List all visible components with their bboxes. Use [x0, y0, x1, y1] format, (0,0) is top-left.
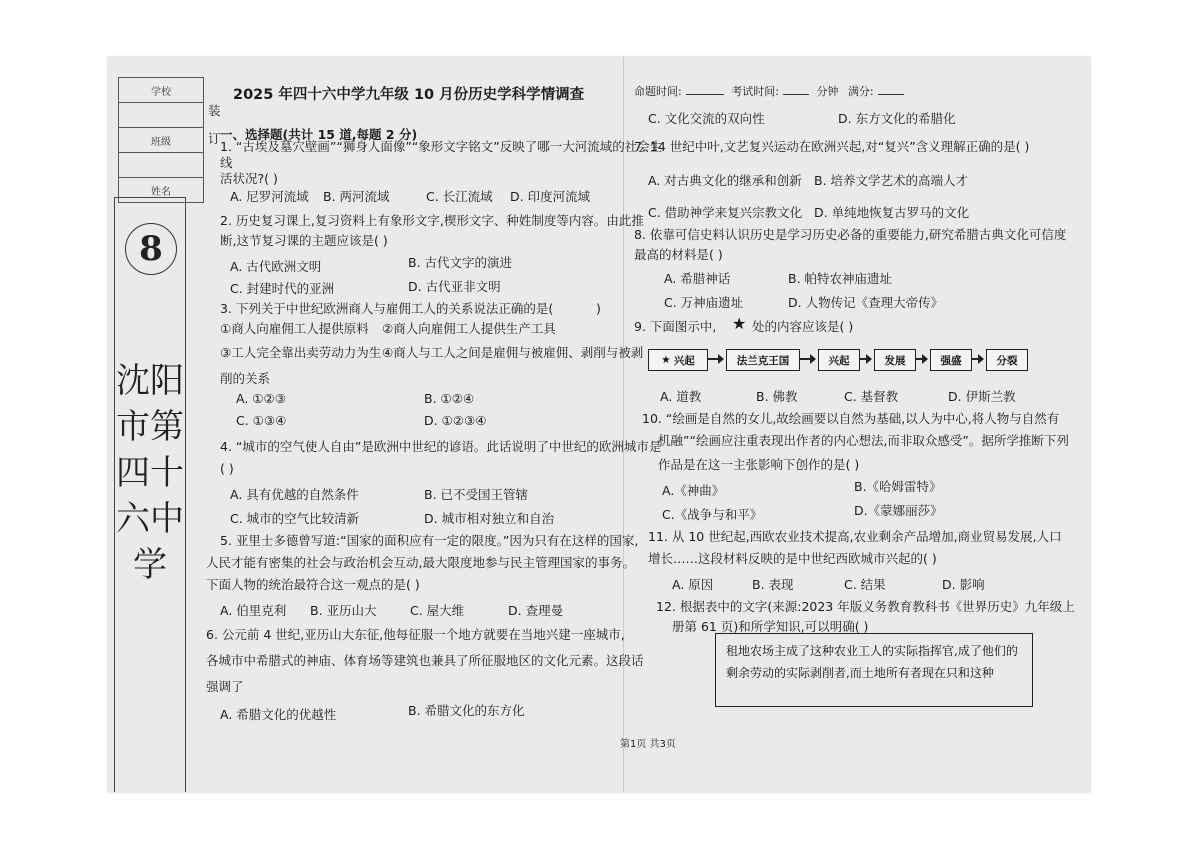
q1-option-d: D. 印度河流域 [510, 189, 591, 204]
q1-option-b: B. 两河流域 [323, 189, 390, 204]
flow-box-4 [874, 349, 916, 371]
q5-option-b: B. 亚历山大 [310, 603, 377, 618]
q6-option-a: A. 希腊文化的优越性 [220, 707, 337, 722]
q10-option-a: A.《神曲》 [662, 483, 725, 498]
q3-option-b: B. ①②④ [424, 391, 475, 406]
q4-option-c: C. 城市的空气比较清新 [230, 511, 360, 526]
q11-option-c: C. 结果 [844, 577, 886, 592]
q9-option-c: C. 基督教 [844, 389, 899, 404]
flow-box-2 [726, 349, 800, 371]
q2-option-d: D. 古代亚非文明 [408, 279, 501, 294]
q6-line1: 6. 公元前 4 世纪,亚历山大东征,他每征服一个地方就要在当地兴建一座城市, [206, 627, 625, 642]
q9-option-b: B. 佛教 [756, 389, 798, 404]
flow-label-4: 发展 [884, 354, 906, 367]
q6-line2: 各城市中希腊式的神庙、体育场等建筑也兼具了所征服地区的文化元素。这段话 [206, 653, 644, 668]
meta-minutes-label: 分钟 [816, 85, 839, 98]
class-label: 班级 [119, 128, 204, 153]
q9-stem-part1: 9. 下面图示中, [634, 319, 717, 334]
q8-option-c: C. 万神庙遗址 [664, 295, 744, 310]
q7-option-d: D. 单纯地恢复古罗马的文化 [814, 205, 970, 220]
q1-option-c: C. 长江流域 [426, 189, 493, 204]
q5-option-a: A. 伯里克利 [220, 603, 287, 618]
q12-line2: 册第 61 页)和所学知识,可以明确( ) [672, 619, 869, 634]
star-icon: ★ [732, 314, 747, 333]
flow-label-5: 强盛 [940, 354, 962, 367]
q6-option-c: C. 文化交流的双向性 [648, 111, 765, 126]
q9-option-d: D. 伊斯兰教 [948, 389, 1016, 404]
flow-arrow-5 [972, 358, 982, 360]
q2-option-a: A. 古代欧洲文明 [230, 259, 322, 274]
q7-option-a: A. 对古典文化的继承和创新 [648, 173, 802, 188]
q5-option-d: D. 查理曼 [508, 603, 564, 618]
school-name: 沈阳市第四十六中学 [116, 361, 184, 585]
q3-stem: 3. 下列关于中世纪欧洲商人与雇佣工人的关系说法正确的是( [220, 301, 554, 316]
q5-line2: 人民才能有密集的社会与政治机会互动,最大限度地参与民主管理国家的事务。 [206, 555, 635, 570]
exam-paper [108, 57, 1090, 792]
flow-label-2: 法兰克王国 [736, 354, 790, 367]
student-info-table [118, 77, 204, 203]
q5-option-c: C. 屋大维 [410, 603, 465, 618]
binding-mark: 装 [208, 103, 221, 118]
q3-option-a: A. ①②③ [236, 391, 286, 406]
q3-item3: ③工人完全靠出卖劳动力为生 [220, 345, 382, 360]
flow-label-3: 兴起 [828, 354, 850, 367]
q3-item4-cont: 削的关系 [220, 371, 271, 386]
q3-option-c: C. ①③④ [236, 413, 287, 428]
q7-stem: 7. 14 世纪中叶,文艺复兴运动在欧洲兴起,对“复兴”含义理解正确的是( ) [634, 139, 1030, 154]
q8-option-b: B. 帕特农神庙遗址 [788, 271, 893, 286]
flow-box-5 [930, 349, 972, 371]
q12-line1: 12. 根据表中的文字(来源:2023 年版义务教育教科书《世界历史》九年级上 [656, 599, 1075, 614]
q11-line2: 增长……这段材料反映的是中世纪西欧城市兴起的( ) [648, 551, 937, 566]
name-label: 姓名 [119, 178, 204, 203]
school-label: 学校 [119, 78, 204, 103]
q6-line3: 强调了 [206, 679, 244, 694]
q9-option-a: A. 道教 [660, 389, 702, 404]
q11-option-b: B. 表现 [752, 577, 794, 592]
page-number: 第1页 共3页 [620, 739, 676, 750]
page-title: 2025 年四十六中学九年级 10 月份历史学科学情调查 [233, 87, 585, 103]
flow-box-6 [986, 349, 1028, 371]
meta-exam-time-label: 考试时间: [731, 85, 779, 98]
flow-label-6: 分裂 [996, 354, 1018, 367]
q9-stem-part2: 处的内容应该是( ) [752, 319, 854, 334]
q3-item1: ①商人向雇佣工人提供原料 [220, 321, 369, 336]
section1-heading: 一、选择题(共计 15 道,每题 2 分) [220, 127, 418, 142]
meta-time-label: 命题时间: [634, 85, 682, 98]
class-field [119, 153, 204, 178]
q12-quote-box [715, 633, 1033, 707]
q6-option-b: B. 希腊文化的东方化 [408, 703, 525, 718]
q3-item2: ②商人向雇佣工人提供生产工具 [382, 321, 556, 336]
q7-option-b: B. 培养文学艺术的高端人才 [814, 173, 969, 188]
q7-option-c: C. 借助神学来复兴宗教文化 [648, 205, 803, 220]
flow-label-1: 兴起 [673, 354, 695, 367]
q1-line2: 线 [220, 155, 233, 170]
q8-option-d: D. 人物传记《查理大帝传》 [788, 295, 944, 310]
q5-line3: 下面人物的统治最符合这一观点的是( ) [206, 577, 420, 592]
q6-option-d: D. 东方文化的希腊化 [838, 111, 956, 126]
q4-option-a: A. 具有优越的自然条件 [230, 487, 359, 502]
q12-quote-text: 租地农场主成了这种农业工人的实际指挥官,成了他们的剩余劳动的实际剥削者,而土地所有者现在只和这种 [726, 644, 1018, 680]
q2-line2: 断,这节复习课的主题应该是( ) [220, 233, 388, 248]
q4-line2: ( ) [220, 461, 234, 476]
q3-item4: ④商人与工人之间是雇佣与被雇佣、剥削与被剥 [382, 345, 644, 360]
q10-option-c: C.《战争与和平》 [662, 507, 763, 522]
q1-option-a: A. 尼罗河流域 [230, 189, 309, 204]
q10-line2: 机融”“绘画应注重表现出作者的内心想法,而非取众感受”。据所学推断下列 [658, 433, 1069, 448]
q4-option-b: B. 已不受国王管辖 [424, 487, 529, 502]
exam-meta [634, 83, 908, 99]
q2-line1: 2. 历史复习课上,复习资料上有象形文字,楔形文字、种姓制度等内容。由此推 [220, 213, 644, 228]
q8-option-a: A. 希腊神话 [664, 271, 731, 286]
cut-mark: 订 [208, 131, 221, 146]
q10-option-b: B.《哈姆雷特》 [854, 479, 942, 494]
flow-arrow-3 [860, 358, 870, 360]
q1-line1: 1. “古埃及墓穴壁画”“狮身人面像”“象形文字铭文”反映了哪一大河流域的社会生 [220, 139, 663, 154]
flow-arrow-4 [916, 358, 926, 360]
q4-option-d: D. 城市相对独立和自治 [424, 511, 555, 526]
q2-option-b: B. 古代文字的演进 [408, 255, 513, 270]
q11-option-a: A. 原因 [672, 577, 714, 592]
q8-line1: 8. 依靠可信史料认识历史是学习历史必备的重要能力,研究希腊古典文化可信度 [634, 227, 1067, 242]
q4-line1: 4. “城市的空气使人自由”是欧洲中世纪的谚语。此话说明了中世纪的欧洲城市是 [220, 439, 662, 454]
school-logo: 8 [125, 223, 177, 275]
school-seal-box [114, 197, 186, 792]
flow-box-3 [818, 349, 860, 371]
school-field [119, 103, 204, 128]
flow-star-icon: ★ [661, 354, 671, 366]
q10-option-d: D.《蒙娜丽莎》 [854, 503, 943, 518]
q8-line2: 最高的材料是( ) [634, 247, 723, 262]
q5-line1: 5. 亚里士多德曾写道:“国家的面积应有一定的限度。”因为只有在这样的国家, [220, 533, 639, 548]
q11-line1: 11. 从 10 世纪起,西欧农业技术提高,农业剩余产品增加,商业贸易发展,人口 [648, 529, 1062, 544]
flow-arrow-2 [800, 358, 814, 360]
flow-box-1 [648, 349, 708, 371]
q10-line1: 10. “绘画是自然的女儿,故绘画要以自然为基础,以人为中心,将人物与自然有 [642, 411, 1060, 426]
meta-score-label: 满分: [847, 85, 874, 98]
q3-stem-paren: ) [596, 301, 601, 316]
q1-line3: 活状况?( ) [220, 171, 278, 186]
column-divider [623, 57, 624, 792]
q2-option-c: C. 封建时代的亚洲 [230, 281, 335, 296]
flow-arrow-1 [708, 358, 722, 360]
q3-option-d: D. ①②③④ [424, 413, 487, 428]
q11-option-d: D. 影响 [942, 577, 985, 592]
q10-line3: 作品是在这一主张影响下创作的是( ) [658, 457, 860, 472]
